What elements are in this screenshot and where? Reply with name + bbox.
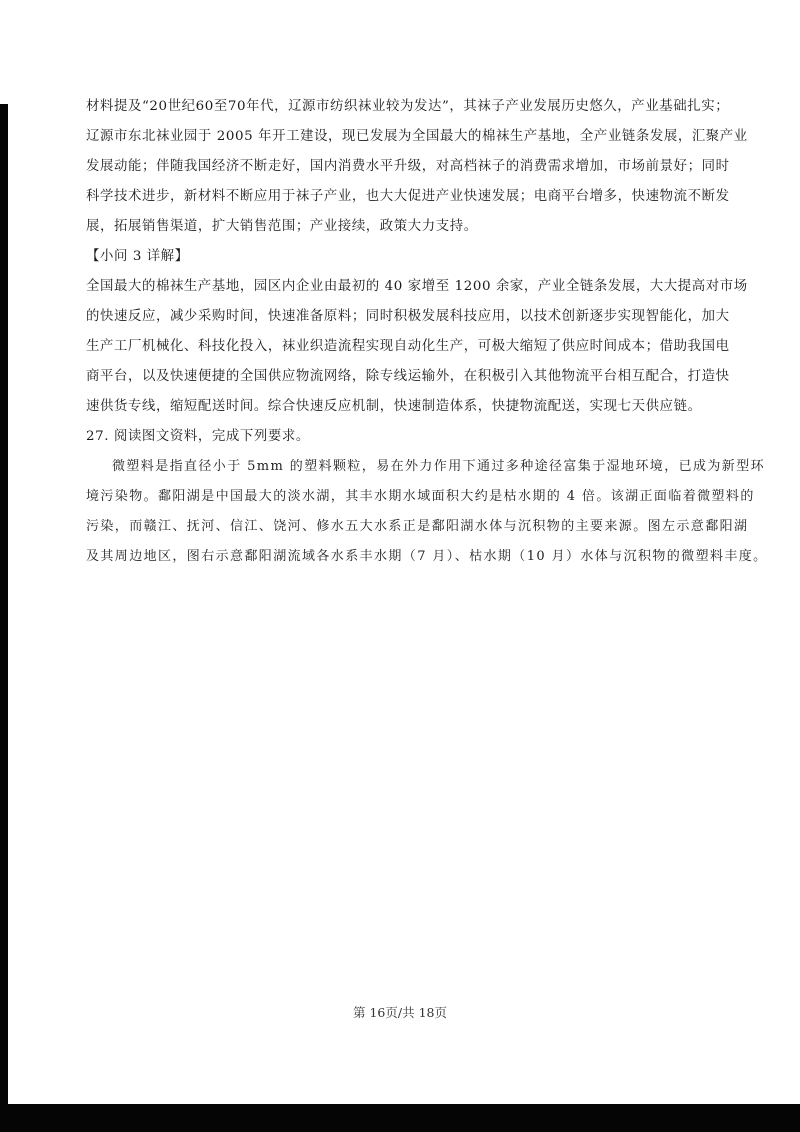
- text-line: 商平台，以及快速便捷的全国供应物流网络，除专线运输外，在积极引入其他物流平台相互配合，打造快: [86, 369, 730, 384]
- text-line: 速供货专线，缩短配送时间。综合快速反应机制，快速制造体系，快捷物流配送，实现七天供应链。: [86, 399, 702, 414]
- scan-edge-bottom: [0, 1104, 800, 1132]
- text-line: 全国最大的棉袜生产基地，园区内企业由最初的 40 家增至 1200 余家，产业全链条发展，大大提高对市场: [86, 279, 748, 294]
- material-line: 境污染物。鄱阳湖是中国最大的淡水湖，其丰水期水域面积大约是枯水期的 4 倍。该湖正面临着微塑料的: [86, 489, 755, 504]
- text-line: 生产工厂机械化、科技化投入，袜业织造流程实现自动化生产，可极大缩短了供应时间成本；借助我国电: [86, 339, 730, 354]
- material-line: 微塑料是指直径小于 5mm 的塑料颗粒，易在外力作用下通过多种途径富集于湿地环境，已成为新型环: [112, 459, 765, 474]
- sub-question-3-section: [86, 242, 776, 422]
- text-line: 发展动能；伴随我国经济不断走好，国内消费水平升级，对高档袜子的消费需求增加，市场前景好；同时: [86, 159, 730, 174]
- text-line: 的快速反应，减少采购时间，快速准备原料；同时积极发展科技应用，以技术创新逐步实现智能化，加大: [86, 309, 730, 324]
- question-27-section: [86, 422, 776, 572]
- answer-continuation: [86, 92, 776, 242]
- material-line: 及其周边地区，图右示意鄱阳湖流域各水系丰水期（7 月）、枯水期（10 月）水体与沉积物的微塑料丰度。: [86, 549, 768, 564]
- text-line: 科学技术进步，新材料不断应用于袜子产业，也大大促进产业快速发展；电商平台增多，快速物流不断发: [86, 189, 730, 204]
- page-number: 第 16页/共 18页: [353, 1005, 447, 1020]
- text-line: 展，拓展销售渠道，扩大销售范围；产业接续，政策大力支持。: [86, 219, 478, 234]
- material-line: 污染，而赣江、抚河、信江、饶河、修水五大水系正是鄱阳湖水体与沉积物的主要来源。图左示意鄱阳湖: [86, 519, 749, 534]
- scan-edge-left: [0, 104, 8, 1104]
- question-prompt: 27. 阅读图文资料，完成下列要求。: [86, 429, 310, 444]
- section-heading: 【小问 3 详解】: [86, 249, 189, 264]
- text-line: 辽源市东北袜业园于 2005 年开工建设，现已发展为全国最大的棉袜生产基地，全产业链条发展，汇聚产业: [86, 129, 748, 144]
- document-page: [86, 92, 776, 572]
- text-line: 材料提及“20世纪60至70年代，辽源市纺织袜业较为发达”，其袜子产业发展历史悠久，产业基础扎实；: [86, 99, 730, 114]
